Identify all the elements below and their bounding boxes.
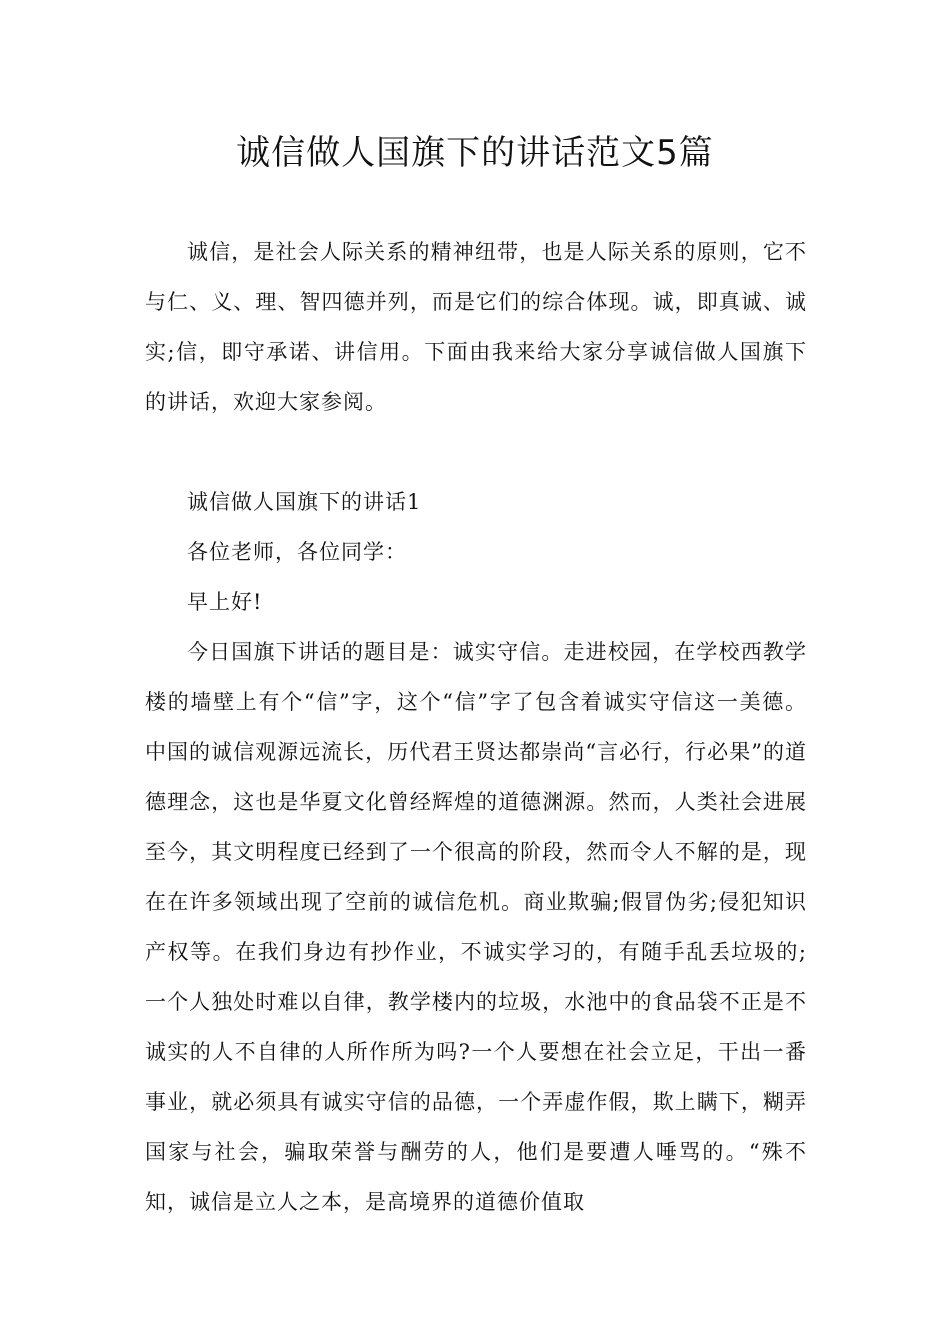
greeting: 早上好! [187, 590, 263, 614]
section-heading: 诚信做人国旗下的讲话1 [187, 490, 422, 514]
intro-paragraph: 诚信，是社会人际关系的精神纽带，也是人际关系的原则，它不与仁、义、理、智四德并列，而是它们的综合体现。诚，即真诚、诚实;信，即守承诺、讲信用。下面由我来给大家分享诚信做人国旗下的讲话，欢迎大家参阅。 [145, 240, 807, 414]
intro-block [145, 227, 807, 427]
document-title: 诚信做人国旗下的讲话范文5篇 [236, 133, 714, 173]
salutation: 各位老师，各位同学： [187, 540, 407, 564]
body-paragraph: 今日国旗下讲话的题目是：诚实守信。走进校园，在学校西教学楼的墙壁上有个“信”字，这个“信”字了包含着诚实守信这一美德。中国的诚信观源远流长，历代君王贤达都崇尚“言必行，行必果”的道德理念，这也是华夏文化曾经辉煌的道德渊源。然而，人类社会进展至今，其文明程度已经到了一个很高的阶段，然而令人不解的是，现在在许多领域出现了空前的诚信危机。商业欺骗;假冒伪劣;侵犯知识产权等。在我们身边有抄作业，不诚实学习的，有随手乱丢垃圾的;一个人独处时难以自律，教学楼内的垃圾，水池中的食品袋不正是不诚实的人不自律的人所作所为吗?一个人要想在社会立足，干出一番事业，就必须具有诚实守信的品德，一个弄虚作假，欺上瞒下，糊弄国家与社会，骗取荣誉与酬劳的人，他们是要遭人唾骂的。“殊不知，诚信是立人之本，是高境界的道德价值取 [145, 640, 807, 1214]
speech-section [145, 477, 807, 1227]
